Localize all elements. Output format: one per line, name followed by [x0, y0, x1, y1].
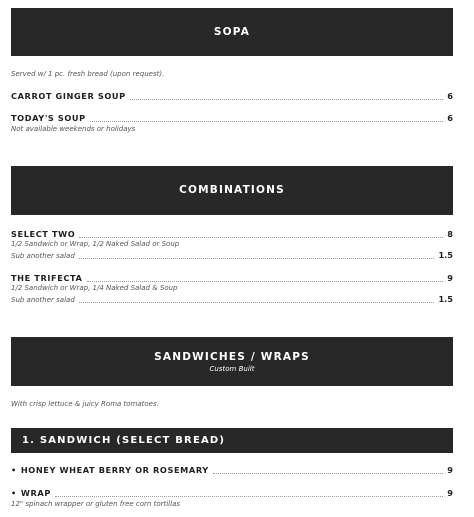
item-price: 8	[447, 229, 453, 239]
sub-option-price: 1.5	[438, 294, 453, 304]
dot-leader	[79, 252, 435, 259]
subsection-title: 1. SANDWICH (SELECT BREAD)	[22, 435, 226, 446]
menu-sub-option	[11, 294, 453, 305]
menu-item	[11, 113, 453, 124]
dot-leader	[130, 93, 444, 100]
item-description: Not available weekends or holidays	[11, 125, 136, 133]
menu-sub-option	[11, 250, 453, 261]
item-price: 6	[447, 91, 453, 101]
section-header-sopa	[11, 8, 453, 56]
section-note: With crisp lettuce & juicy Roma tomatoes.	[11, 400, 159, 408]
dot-leader	[90, 115, 444, 122]
item-price: 9	[447, 488, 453, 498]
dot-leader	[213, 467, 443, 474]
menu-item	[11, 488, 453, 499]
section-title: COMBINATIONS	[179, 184, 285, 196]
item-name-text: WRAP	[20, 488, 51, 498]
sub-option-label: Sub another salad	[11, 296, 75, 304]
item-price: 9	[447, 273, 453, 283]
section-header-sandwiches	[11, 337, 453, 386]
sub-option-price: 1.5	[438, 250, 453, 260]
item-name	[11, 488, 51, 498]
item-price: 9	[447, 465, 453, 475]
section-title: SANDWICHES / WRAPS	[154, 351, 310, 363]
menu-item	[11, 465, 453, 476]
dot-leader	[79, 296, 435, 303]
menu-item	[11, 91, 453, 102]
item-description: 1/2 Sandwich or Wrap, 1/2 Naked Salad or Soup	[11, 240, 180, 248]
item-price: 6	[447, 113, 453, 123]
item-name: SELECT TWO	[11, 229, 76, 239]
item-description: 12" spinach wrapper or gluten free corn tortillas	[11, 500, 181, 508]
item-name-text: HONEY WHEAT BERRY OR ROSEMARY	[20, 465, 209, 475]
item-name	[11, 465, 209, 475]
dot-leader	[79, 231, 443, 238]
dot-leader	[55, 490, 443, 497]
dot-leader	[87, 275, 444, 282]
bullet: •	[11, 465, 17, 475]
section-title: SOPA	[213, 26, 251, 38]
menu-item	[11, 273, 453, 284]
item-description: 1/2 Sandwich or Wrap, 1/4 Naked Salad & Soup	[11, 284, 178, 292]
item-name: CARROT GINGER SOUP	[11, 91, 126, 101]
section-header-combinations	[11, 166, 453, 215]
section-note: Served w/ 1 pc. fresh bread (upon request).	[11, 70, 165, 78]
subsection-header-sandwich-bread	[11, 428, 453, 453]
menu-item	[11, 229, 453, 240]
bullet: •	[11, 488, 17, 498]
item-name: TODAY'S SOUP	[11, 113, 86, 123]
sub-option-label: Sub another salad	[11, 252, 75, 260]
item-name: THE TRIFECTA	[11, 273, 83, 283]
section-subtitle: Custom Built	[209, 365, 255, 373]
